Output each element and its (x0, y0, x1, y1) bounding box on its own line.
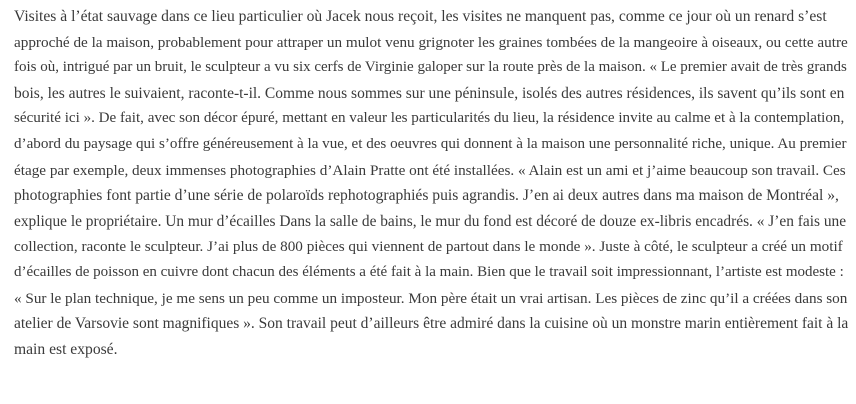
paragraph-line: d’écailles de poisson en cuivre dont chacun des éléments a été fait à la main. Bien que le travail soit impressionnant, l’artiste est modeste : (14, 263, 844, 280)
paragraph-line: étage par exemple, deux immenses photographies d’Alain Pratte ont été installées. « Alain est un ami et j’aime beaucoup son travail. Ces (14, 161, 846, 179)
paragraph-line: atelier de Varsovie sont magnifiques ». Son travail peut d’ailleurs être admiré dans la cuisine où un monstre marin entièrement fait à la (14, 315, 849, 333)
paragraph-line: d’abord du paysage qui s’offre généreusement à la vue, et des oeuvres qui donnent à la maison une personnalité riche, unique. Au premier (14, 135, 847, 152)
paragraph-line: sécurité ici ». De fait, avec son décor épuré, mettant en valeur les particularités du lieu, la résidence invite au calme et à la contemplation, (14, 110, 845, 127)
paragraph-line: bois, les autres le suivaient, raconte-t-il. Comme nous sommes sur une péninsule, isolés des autres résidences, ils savent qu’ils sont en (14, 84, 845, 102)
paragraph-line: « Sur le plan technique, je me sens un peu comme un imposteur. Mon père était un vrai artisan. Les pièces de zinc qu’il a créées dans son (14, 289, 848, 307)
article-paragraph (14, 4, 848, 362)
paragraph-line: explique le propriétaire. Un mur d’écailles Dans la salle de bains, le mur du fond est décoré de douze ex-libris encadrés. « J’en fais une (14, 212, 847, 230)
paragraph-line: collection, raconte le sculpteur. J’ai plus de 800 pièces qui viennent de partout dans le monde ». Juste à côté, le sculpteur a créé un motif (14, 238, 843, 256)
paragraph-line: fois où, intrigué par un bruit, le sculpteur a vu six cerfs de Virginie galoper sur la route près de la maison. « Le premier avait de très grands (14, 59, 847, 76)
paragraph-line: main est exposé. (14, 340, 118, 358)
paragraph-line: photographies font partie d’une série de polaroïds rephotographiés puis agrandis. J’en ai deux autres dans ma maison de Montréal », (14, 187, 839, 205)
paragraph-line: Visites à l’état sauvage dans ce lieu particulier où Jacek nous reçoit, les visites ne manquent pas, comme ce jour où un renard s’est (14, 8, 827, 25)
paragraph-line: approché de la maison, probablement pour attraper un mulot venu grignoter les graines tombées de la mangeoire à oiseaux, ou cette autre (14, 33, 848, 51)
